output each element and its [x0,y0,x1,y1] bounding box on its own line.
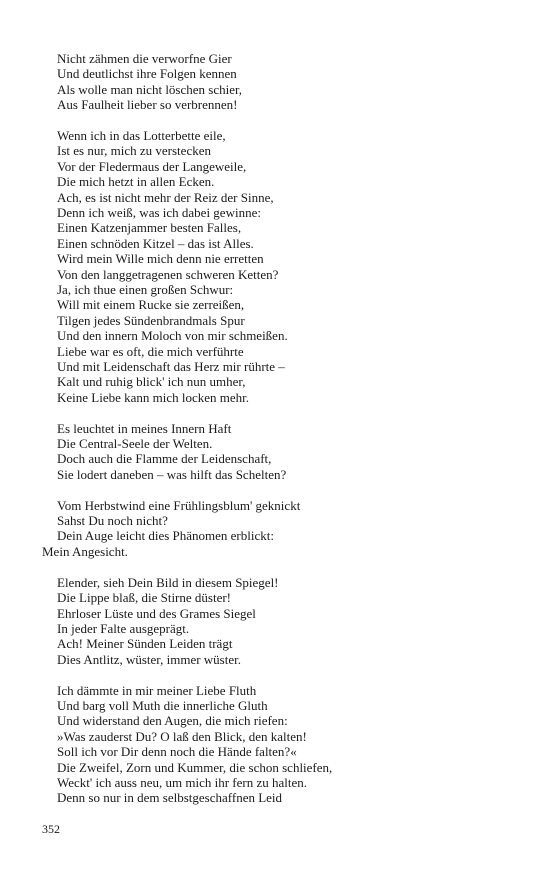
poem-line: Und mit Leidenschaft das Herz mir rührte – [57,358,285,374]
poem-line: Wird mein Wille mich denn nie erretten [57,251,264,267]
stanza [57,683,527,806]
stanza [57,51,527,113]
poem-line: Vor der Fledermaus der Langeweile, [57,158,247,174]
poem-line: Sahst Du noch nicht? [57,513,168,529]
poem-line: Weckt' ich auss neu, um mich ihr fern zu halten. [57,774,308,790]
poem-line: Ach, es ist nicht mehr der Reiz der Sinne, [57,189,274,205]
poem-line: Will mit einem Rucke sie zerreißen, [57,297,245,313]
poem-line: Und deutlichst ihre Folgen kennen [57,66,237,82]
poem-line: Es leuchtet in meines Innern Haft [57,420,232,436]
poem-line: Als wolle man nicht löschen schier, [57,81,243,97]
poem-line: Aus Faulheit lieber so verbrennen! [57,97,238,113]
poem-line: Und widerstand den Augen, die mich riefen: [57,713,288,729]
stanza [57,128,527,405]
stanza [57,421,527,483]
poem-line: Und den innern Moloch von mir schmeißen. [57,328,288,344]
poem-line: Ehrloser Lüste und des Grames Siegel [57,605,256,621]
poem-line: Einen schnöden Kitzel – das ist Alles. [57,235,254,251]
poem-line: Einen Katzenjammer besten Falles, [57,220,242,236]
poem-line: Mein Angesicht. [42,543,128,559]
poem-line: Elender, sieh Dein Bild in diesem Spiegel! [57,574,279,590]
poem-line: »Was zauderst Du? O laß den Blick, den kalten! [57,728,307,744]
poem-line: Nicht zähmen die verworfne Gier [57,51,232,66]
poem-line: Kalt und ruhig blick' ich nun umher, [57,374,246,390]
poem-line: Und barg voll Muth die innerliche Gluth [57,697,268,713]
poem-line: Ja, ich thue einen großen Schwur: [57,281,234,297]
poem-line: Denn ich weiß, was ich dabei gewinne: [57,205,261,221]
poem-line: Die Zweifel, Zorn und Kummer, die schon schliefen, [57,759,333,775]
poem-line: Tilgen jedes Sündenbrandmals Spur [57,312,245,328]
stanza [57,575,527,667]
poem-line: Die Lippe blaß, die Stirne düster! [57,590,232,606]
poem-line: Ach! Meiner Sünden Leiden trägt [57,636,233,652]
poem-line: Keine Liebe kann mich locken mehr. [57,389,250,405]
poem-line: Ist es nur, mich zu verstecken [57,143,211,159]
poem-line: Liebe war es oft, die mich verführte [57,343,244,359]
poem-line: Dies Antlitz, wüster, immer wüster. [57,651,241,667]
page-number: 352 [42,822,60,836]
poem-line: Dein Auge leicht dies Phänomen erblickt: [57,528,274,544]
poem-line: Von den langgetragenen schweren Ketten? [57,266,279,282]
poem-line: Sie lodert daneben – was hilft das Schelten? [57,466,287,482]
stanza [42,497,527,560]
poem-text [42,51,527,821]
poem-line: Vom Herbstwind eine Frühlingsblum' geknickt [57,497,301,513]
poem-line: Doch auch die Flamme der Leidenschaft, [57,451,272,467]
poem-line: Die mich hetzt in allen Ecken. [57,174,215,190]
poem-line: Soll ich vor Dir denn noch die Hände falten?« [57,744,297,760]
poem-line: Wenn ich in das Lotterbette eile, [57,128,226,144]
poem-line: Ich dämmte in mir meiner Liebe Fluth [57,682,257,698]
poem-line: Denn so nur in dem selbstgeschaffnen Leid [57,790,283,806]
poem-line: Die Central-Seele der Welten. [57,435,213,451]
poem-line: In jeder Falte ausgeprägt. [57,620,190,636]
